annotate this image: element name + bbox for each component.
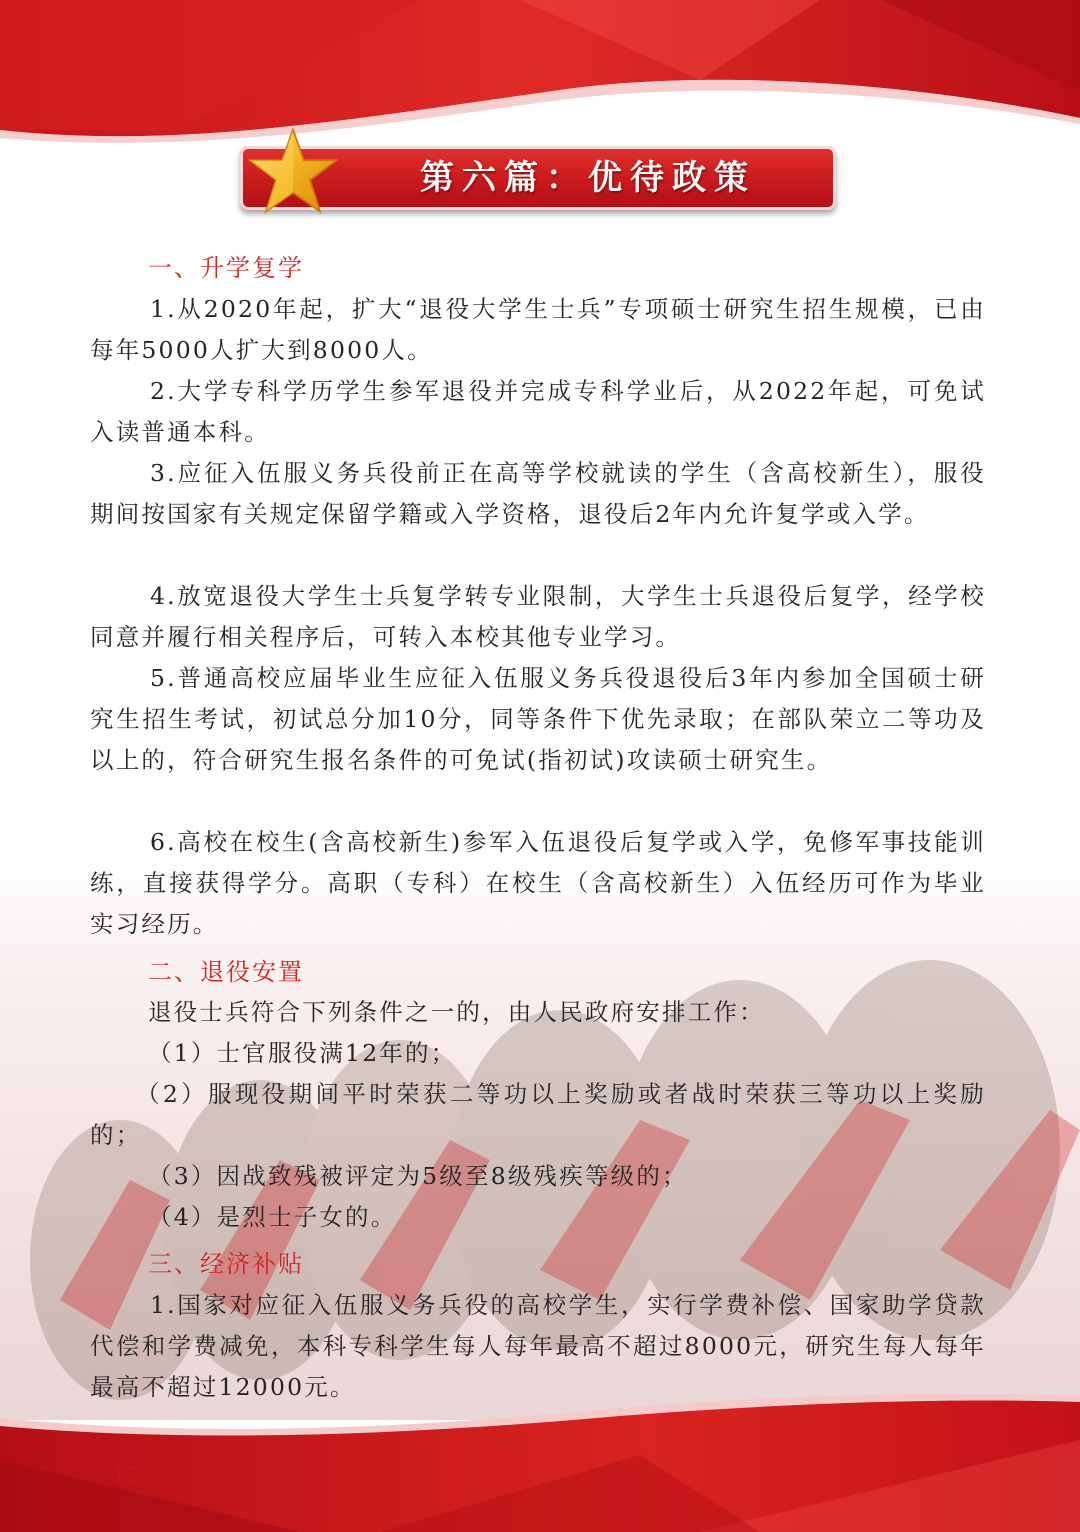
paragraph-1-4: 4.放宽退役大学生士兵复学转专业限制，大学生士兵退役后复学，经学校同意并履行相关程序后，可转入本校其他专业学习。 [90,582,986,651]
paragraph-1-6: 6.高校在校生(含高校新生)参军入伍退役后复学或入学，免修军事技能训练，直接获得学分。高职（专科）在校生（含高校新生）入伍经历可作为毕业实习经历。 [90,828,986,938]
list-item-4: （4）是烈士子女的。 [148,1203,397,1231]
page-title: 第六篇：优待政策 [420,158,756,198]
list-item-2: （2）服现役期间平时荣获二等功以上奖励或者战时荣获三等功以上奖励的； [90,1080,986,1149]
section-heading-1: 一、升学复学 [148,254,304,282]
paragraph-1-3: 3.应征入伍服义务兵役前正在高等学校就读的学生（含高校新生），服役期间按国家有关规定保留学籍或入学资格，退役后2年内允许复学或入学。 [90,459,986,528]
paragraph-1-5: 5.普通高校应届毕业生应征入伍服义务兵役退役后3年内参加全国硕士研究生招生考试，初试总分加10分，同等条件下优先录取；在部队荣立二等功及以上的，符合研究生报名条件的可免试(指初试)攻读硕士研究生。 [90,664,986,774]
paragraph-1-2: 2.大学专科学历学生参军退役并完成专科学业后，从2022年起，可免试入读普通本科。 [90,377,986,446]
list-item-3: （3）因战致残被评定为5级至8级残疾等级的； [148,1162,688,1190]
paragraph-1-1: 1.从2020年起，扩大“退役大学生士兵”专项硕士研究生招生规模，已由每年5000人扩大到8000人。 [90,295,986,364]
section-2-intro: 退役士兵符合下列条件之一的，由人民政府安排工作： [148,998,765,1026]
paragraph-3-1: 1.国家对应征入伍服义务兵役的高校学生，实行学费补偿、国家助学贷款代偿和学费减免，本科专科学生每人每年最高不超过8000元，研究生每人每年最高不超过12000元。 [90,1291,986,1401]
section-heading-2: 二、退役安置 [148,958,304,986]
page-number: -12- [104,1464,148,1489]
list-item-1: （1）士官服役满12年的； [148,1039,457,1067]
star-icon [248,126,338,216]
section-heading-3: 三、经济补贴 [148,1250,304,1278]
